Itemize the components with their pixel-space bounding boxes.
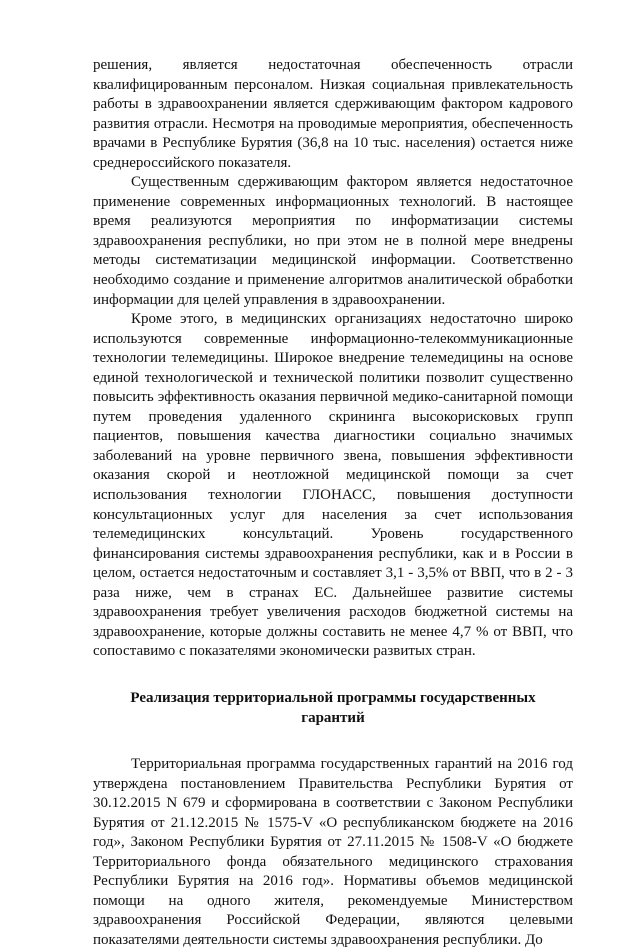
- paragraph-staffing: решения, является недостаточная обеспеченность отрасли квалифицированным персоналом. Низкая социальная привлекательность работы в здравоохранении является сдерживающим фактором кадрового развития отрасли. Несмотря на проводимые мероприятия, обеспеченность врачами в Республике Бурятия (36,8 на 10 тыс. населения) остается ниже среднероссийского показателя.: [93, 57, 573, 171]
- paragraph-information-technology: Существенным сдерживающим фактором является недостаточное применение современных информационных технологий. В настоящее время реализуются мероприятия по информатизации системы здравоохранения республики, но при этом не в полной мере внедрены методы систематизации медицинской информации. Соответственно необходимо создание и применение алгоритмов аналитической обработки информации для целей управления в здравоохранении.: [93, 174, 573, 308]
- paragraph-territorial-program: Территориальная программа государственных гарантий на 2016 год утверждена постановлением Правительства Республики Бурятия от 30.12.2015 N 679 и сформирована в соответствии с Законом Республики Бурятия от 21.12.2015 № 1575-V «О республиканском бюджете на 2016 год», Законом Республики Бурятия от 27.11.2015 № 1508-V «О бюджете Территориального фонда обязательного медицинского страхования Республики Бурятия на 2016 год». Нормативы объемов медицинской помощи на одного жителя, рекомендуемые Министерством здравоохранения Российской Федерации, являются целевыми показателями деятельности системы здравоохранения республики. До: [93, 756, 573, 948]
- paragraph-telemedicine: Кроме этого, в медицинских организациях недостаточно широко используются современные информационно-телекоммуникационные технологии телемедицины. Широкое внедрение телемедицины на основе единой технологической и технической политики позволит существенно повысить эффективность оказания первичной медико-санитарной помощи путем проведения удаленного скрининга высокорисковых групп пациентов, повышения качества диагностики социально значимых заболеваний на уровне первичного звена, повышения эффективности оказания скорой и неотложной медицинской помощи за счет использования технологии ГЛОНАСС, повышения доступности консультационных услуг для населения за счет использования телемедицинских консультаций. Уровень государственного финансирования системы здравоохранения республики, как и в России в целом, остается недостаточным и составляет 3,1 - 3,5% от ВВП, что в 2 - 3 раза ниже, чем в странах ЕС. Дальнейшее развитие системы здравоохранения требует увеличения расходов бюджетной системы на здравоохранение, которые должны составить не менее 4,7 % от ВВП, что сопоставимо с показателями экономически развитых стран.: [93, 311, 573, 660]
- document-page: [93, 56, 573, 951]
- section-heading: Реализация территориальной программы государственных гарантий: [130, 689, 536, 726]
